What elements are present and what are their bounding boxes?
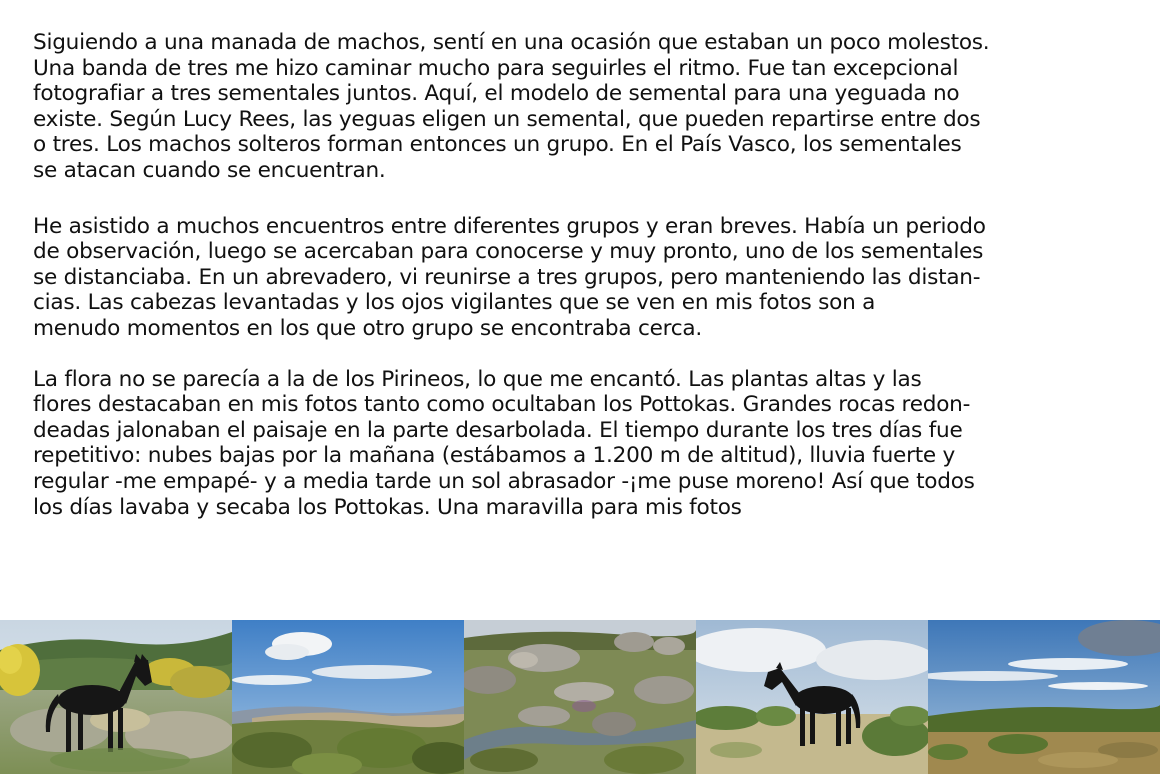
text-line: de observación, luego se acercaban para conocerse y muy pronto, uno de los sementales: [33, 239, 984, 265]
photo-horse-broom: [0, 620, 232, 774]
text-line: se atacan cuando se encuentran.: [33, 157, 386, 183]
text-line: He asistido a muchos encuentros entre diferentes grupos y eran breves. Había un periodo: [33, 213, 986, 239]
photo-rocks-stream: [464, 620, 696, 774]
text-line: repetitivo: nubes bajas por la mañana (estábamos a 1.200 m de altitud), lluvia fuerte y: [33, 443, 956, 469]
text-line: se distanciaba. En un abrevadero, vi reunirse a tres grupos, pero manteniendo las distan-: [33, 264, 981, 290]
text-line: cias. Las cabezas levantadas y los ojos vigilantes que se ven en mis fotos son a: [33, 290, 876, 316]
text-line: existe. Según Lucy Rees, las yeguas eligen un semental, que pueden repartirse entre dos: [33, 106, 981, 132]
photo-moorland: [928, 620, 1160, 774]
text-line: La flora no se parecía a la de los Pirineos, lo que me encantó. Las plantas altas y las: [33, 366, 922, 392]
paragraph-3: [33, 367, 1138, 521]
paragraph-1: [33, 30, 1138, 184]
text-line: flores destacaban en mis fotos tanto como ocultaban los Pottokas. Grandes rocas redon-: [33, 392, 971, 418]
paragraph-2: [33, 214, 1138, 342]
text-line: Una banda de tres me hizo caminar mucho para seguirles el ritmo. Fue tan excepcional: [33, 55, 959, 81]
photo-strip: [0, 620, 1160, 774]
photo-sky-hills: [232, 620, 464, 774]
text-line: regular -me empapé- y a media tarde un sol abrasador -¡me puse moreno! Así que todos: [33, 468, 975, 494]
text-line: deadas jalonaban el paisaje en la parte desarbolada. El tiempo durante los tres días fue: [33, 417, 963, 443]
text-line: menudo momentos en los que otro grupo se encontraba cerca.: [33, 315, 702, 341]
article-text: [33, 30, 1138, 520]
text-line: los días lavaba y secaba los Pottokas. Una maravilla para mis fotos: [33, 494, 742, 520]
text-line: fotografiar a tres sementales juntos. Aquí, el modelo de semental para una yeguada no: [33, 81, 960, 107]
text-line: Siguiendo a una manada de machos, sentí en una ocasión que estaban un poco molestos.: [33, 30, 990, 55]
text-line: o tres. Los machos solteros forman entonces un grupo. En el País Vasco, los sementales: [33, 132, 962, 158]
photo-horse-meadow: [696, 620, 928, 774]
